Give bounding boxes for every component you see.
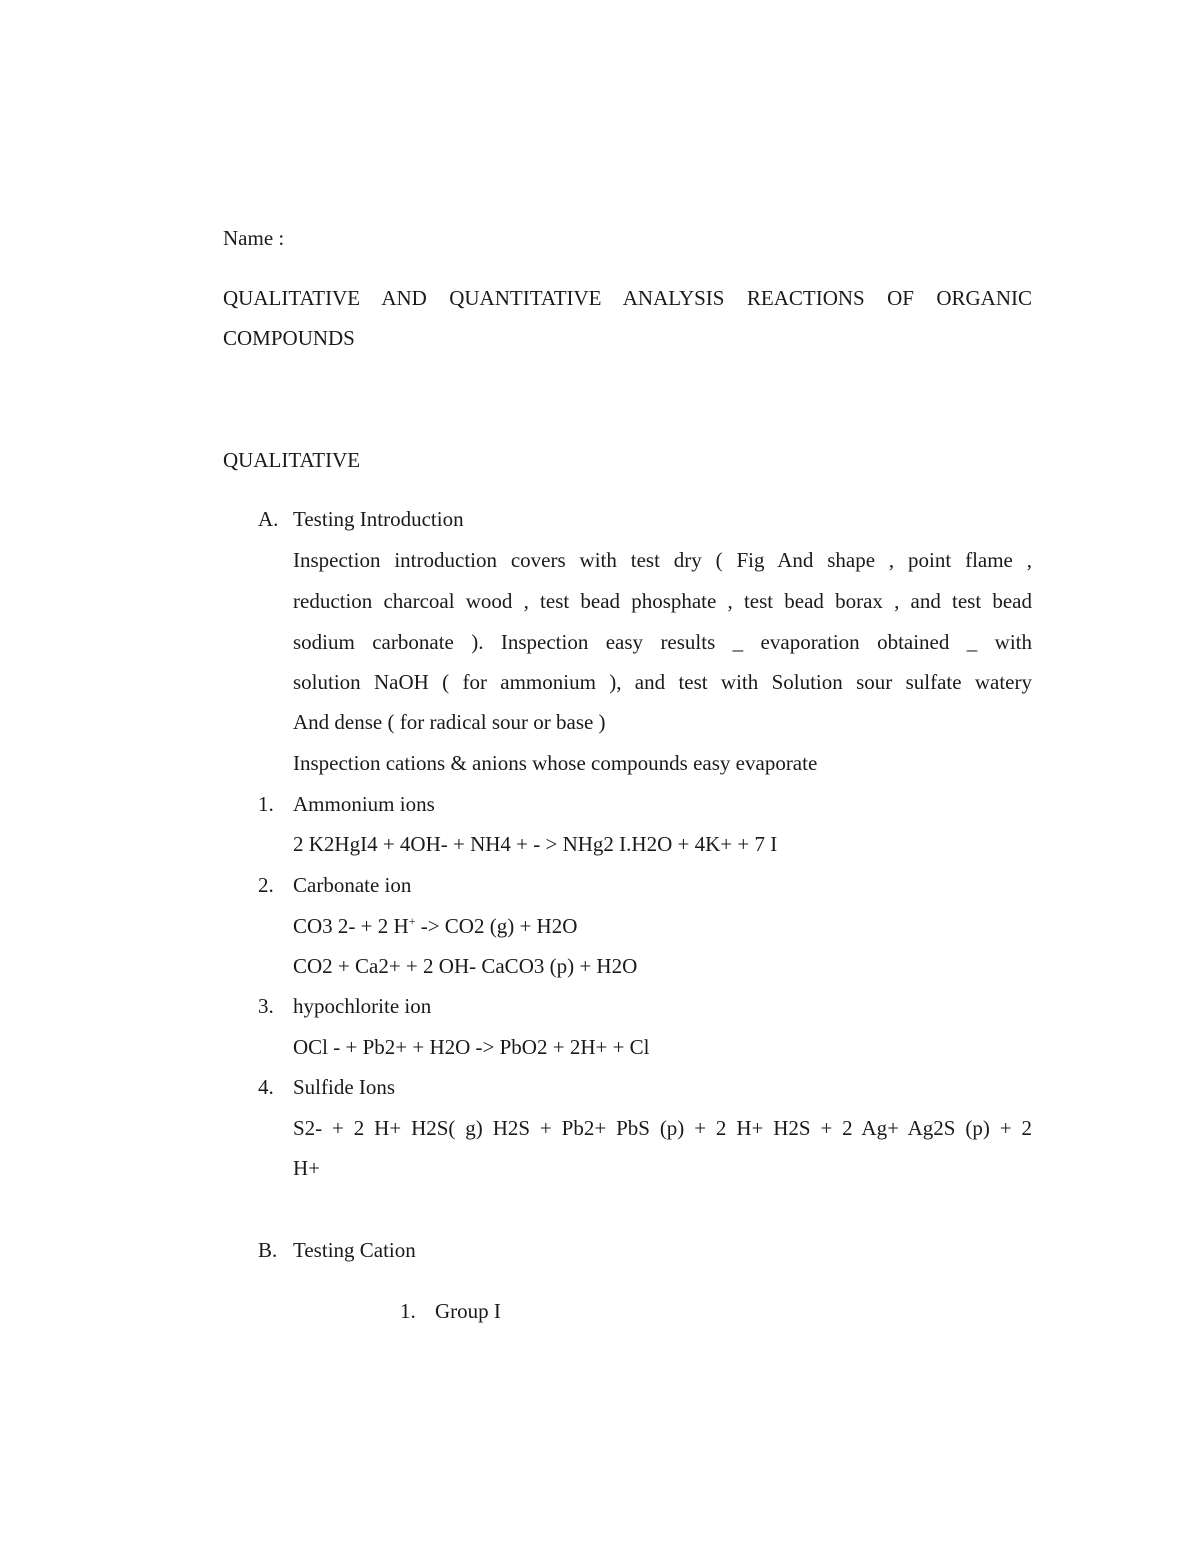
group-1-marker: 1. (400, 1299, 416, 1323)
part-a-paragraph-line-1: Inspection introduction covers with test dry ( Fig And shape , point flame , (293, 548, 1032, 572)
superscript-charge: + (408, 914, 416, 928)
item-3-title: hypochlorite ion (293, 994, 432, 1018)
part-a-paragraph-line-4: solution NaOH ( for ammonium ), and test with Solution sour sulfate watery (293, 670, 1032, 694)
part-a-note: Inspection cations & anions whose compounds easy evaporate (293, 751, 818, 775)
item-4-title: Sulfide Ions (293, 1075, 396, 1099)
part-a-paragraph-line-5: And dense ( for radical sour or base ) (293, 710, 606, 734)
item-3-marker: 3. (258, 994, 274, 1018)
part-a-paragraph-line-2: reduction charcoal wood , test bead phosphate , test bead borax , and test bead (293, 589, 1032, 613)
item-2-equation-2: CO2 + Ca2+ + 2 OH- CaCO3 (p) + H2O (293, 954, 638, 978)
item-4-marker: 4. (258, 1075, 274, 1099)
equation-part: -> CO2 (g) + H2O (420, 914, 578, 938)
item-1-marker: 1. (258, 792, 274, 816)
document-title-line-2: COMPOUNDS (223, 326, 355, 350)
part-b-marker: B. (258, 1238, 278, 1262)
item-2-marker: 2. (258, 873, 274, 897)
part-a-title: Testing Introduction (293, 507, 464, 531)
equation-part: CO3 2- + 2 H (293, 914, 409, 938)
group-1-title: Group I (435, 1299, 501, 1323)
item-4-equation-2: H+ (293, 1156, 321, 1180)
item-1-equation-1: 2 K2HgI4 + 4OH- + NH4 + - > NHg2 I.H2O + 4K+ + 7 I (293, 832, 778, 856)
name-label: Name : (223, 226, 285, 250)
item-4-equation-1: S2- + 2 H+ H2S( g) H2S + Pb2+ PbS (p) + 2 H+ H2S + 2 Ag+ Ag2S (p) + 2 (293, 1116, 1032, 1140)
part-a-marker: A. (258, 507, 279, 531)
document-title-line-1: QUALITATIVE AND QUANTITATIVE ANALYSIS REACTIONS OF ORGANIC (223, 286, 1032, 310)
item-1-title: Ammonium ions (293, 792, 435, 816)
item-2-equation-1 (293, 916, 577, 937)
item-2-title: Carbonate ion (293, 873, 412, 897)
part-b-title: Testing Cation (293, 1238, 416, 1262)
section-heading: QUALITATIVE (223, 448, 361, 472)
part-a-paragraph-line-3: sodium carbonate ). Inspection easy results _ evaporation obtained _ with (293, 630, 1032, 654)
item-3-equation-1: OCl - + Pb2+ + H2O -> PbO2 + 2H+ + Cl (293, 1035, 650, 1059)
